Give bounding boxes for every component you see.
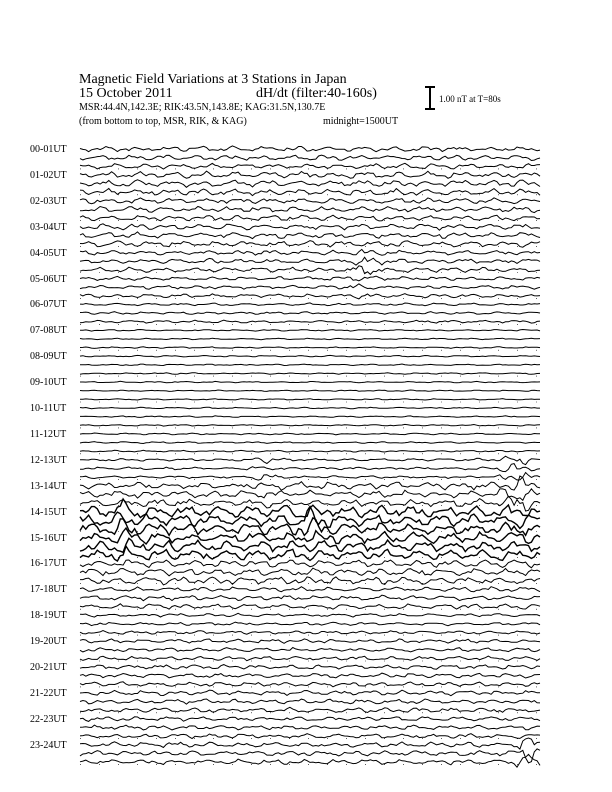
chart-date: 15 October 2011: [79, 86, 173, 101]
hour-label: 13-14UT: [30, 480, 67, 492]
trace-rik-hour-18: [80, 622, 540, 626]
trace-msr-hour-20: [80, 682, 540, 687]
trace-msr-hour-8: [80, 373, 540, 375]
trace-rik-hour-1: [80, 180, 540, 188]
trace-rik-hour-19: [80, 648, 540, 652]
hour-label: 20-21UT: [30, 662, 67, 673]
trace-kag-hour-17: [80, 587, 540, 592]
trace-kag-hour-3: [80, 224, 540, 230]
trace-kag-hour-11: [80, 433, 540, 435]
trace-rik-hour-11: [80, 442, 540, 444]
trace-rik-hour-4: [80, 257, 540, 265]
scale-label: 1.00 nT at T=80s: [439, 94, 501, 104]
hour-label: 06-07UT: [30, 299, 67, 311]
trace-kag-hour-15: [80, 528, 540, 544]
trace-kag-hour-18: [80, 613, 540, 617]
hour-label: 16-17UT: [30, 558, 67, 570]
hour-label: 08-09UT: [30, 351, 67, 363]
hour-label: 21-22UT: [30, 687, 67, 699]
trace-rik-hour-20: [80, 673, 540, 678]
trace-kag-hour-0: [80, 146, 540, 152]
trace-kag-hour-4: [80, 249, 540, 255]
trace-rik-hour-10: [80, 416, 540, 418]
trace-kag-hour-10: [80, 407, 540, 409]
trace-msr-hour-22: [80, 734, 540, 739]
trace-kag-hour-7: [80, 330, 540, 332]
trace-msr-hour-14: [80, 518, 540, 536]
hour-label: 22-23UT: [30, 713, 67, 725]
trace-msr-hour-5: [80, 294, 540, 299]
trace-kag-hour-22: [80, 717, 540, 722]
hour-label: 19-20UT: [30, 636, 67, 648]
hour-label: 17-18UT: [30, 584, 67, 596]
trace-msr-hour-1: [80, 188, 540, 195]
trace-kag-hour-1: [80, 171, 540, 178]
trace-rik-hour-17: [80, 595, 540, 601]
trace-rik-hour-0: [80, 155, 540, 160]
chart-quantity: dH/dt (filter:40-160s): [256, 86, 377, 101]
trace-kag-hour-9: [80, 381, 540, 383]
trace-msr-hour-0: [80, 163, 540, 169]
trace-msr-hour-15: [80, 546, 540, 561]
trace-msr-hour-12: [80, 473, 540, 481]
trace-rik-hour-21: [80, 699, 540, 704]
trace-rik-hour-16: [80, 568, 540, 576]
hour-label: 14-15UT: [30, 506, 67, 518]
hour-label: 01-02UT: [30, 169, 67, 181]
trace-kag-hour-21: [80, 690, 540, 696]
trace-rik-hour-7: [80, 338, 540, 340]
trace-kag-hour-2: [80, 198, 540, 204]
trace-kag-hour-12: [80, 456, 540, 464]
trace-rik-hour-6: [80, 312, 540, 315]
trace-kag-hour-13: [80, 476, 540, 490]
hour-label: 10-11UT: [30, 403, 67, 414]
station-order-note: (from bottom to top, MSR, RIK, & KAG): [79, 116, 247, 127]
trace-msr-hour-2: [80, 215, 540, 221]
hour-label: 09-10UT: [30, 377, 67, 389]
trace-msr-hour-19: [80, 656, 540, 661]
trace-msr-hour-6: [80, 320, 540, 323]
station-coordinates: MSR:44.4N,142.3E; RIK:43.5N,143.8E; KAG:31.5N,130.7E: [79, 102, 326, 113]
trace-kag-hour-8: [80, 355, 540, 357]
hour-label: 02-03UT: [30, 195, 67, 207]
trace-kag-hour-19: [80, 639, 540, 643]
trace-msr-hour-21: [80, 707, 540, 712]
trace-msr-hour-4: [80, 266, 540, 275]
trace-rik-hour-5: [80, 284, 540, 289]
trace-msr-hour-11: [80, 450, 540, 452]
chart-title: Magnetic Field Variations at 3 Stations in Japan: [79, 72, 347, 87]
hour-label: 07-08UT: [30, 325, 67, 337]
trace-msr-hour-10: [80, 424, 540, 426]
trace-kag-hour-20: [80, 665, 540, 670]
trace-msr-hour-3: [80, 241, 540, 248]
hour-label: 04-05UT: [30, 247, 67, 259]
trace-msr-hour-18: [80, 631, 540, 635]
trace-rik-hour-3: [80, 232, 540, 239]
trace-msr-hour-23: [80, 754, 540, 767]
hour-label: 03-04UT: [30, 221, 67, 233]
trace-kag-hour-6: [80, 303, 540, 306]
trace-kag-hour-5: [80, 276, 540, 281]
hour-label: 11-12UT: [30, 428, 67, 440]
trace-msr-hour-9: [80, 399, 540, 400]
hour-label: 23-24UT: [30, 739, 67, 751]
trace-msr-hour-7: [80, 347, 540, 349]
hour-label: 18-19UT: [30, 610, 67, 622]
trace-msr-hour-16: [80, 577, 540, 585]
trace-rik-hour-2: [80, 207, 540, 213]
trace-rik-hour-9: [80, 390, 540, 391]
hour-label: 00-01UT: [30, 144, 67, 155]
midnight-note: midnight=1500UT: [323, 116, 399, 127]
trace-rik-hour-22: [80, 725, 540, 730]
trace-rik-hour-13: [80, 489, 540, 501]
hour-label: 05-06UT: [30, 273, 67, 285]
trace-rik-hour-12: [80, 464, 540, 472]
trace-rik-hour-8: [80, 364, 540, 366]
trace-msr-hour-17: [80, 604, 540, 609]
hour-label: 12-13UT: [30, 454, 67, 466]
hour-label: 15-16UT: [30, 532, 67, 544]
trace-kag-hour-23: [80, 738, 540, 749]
